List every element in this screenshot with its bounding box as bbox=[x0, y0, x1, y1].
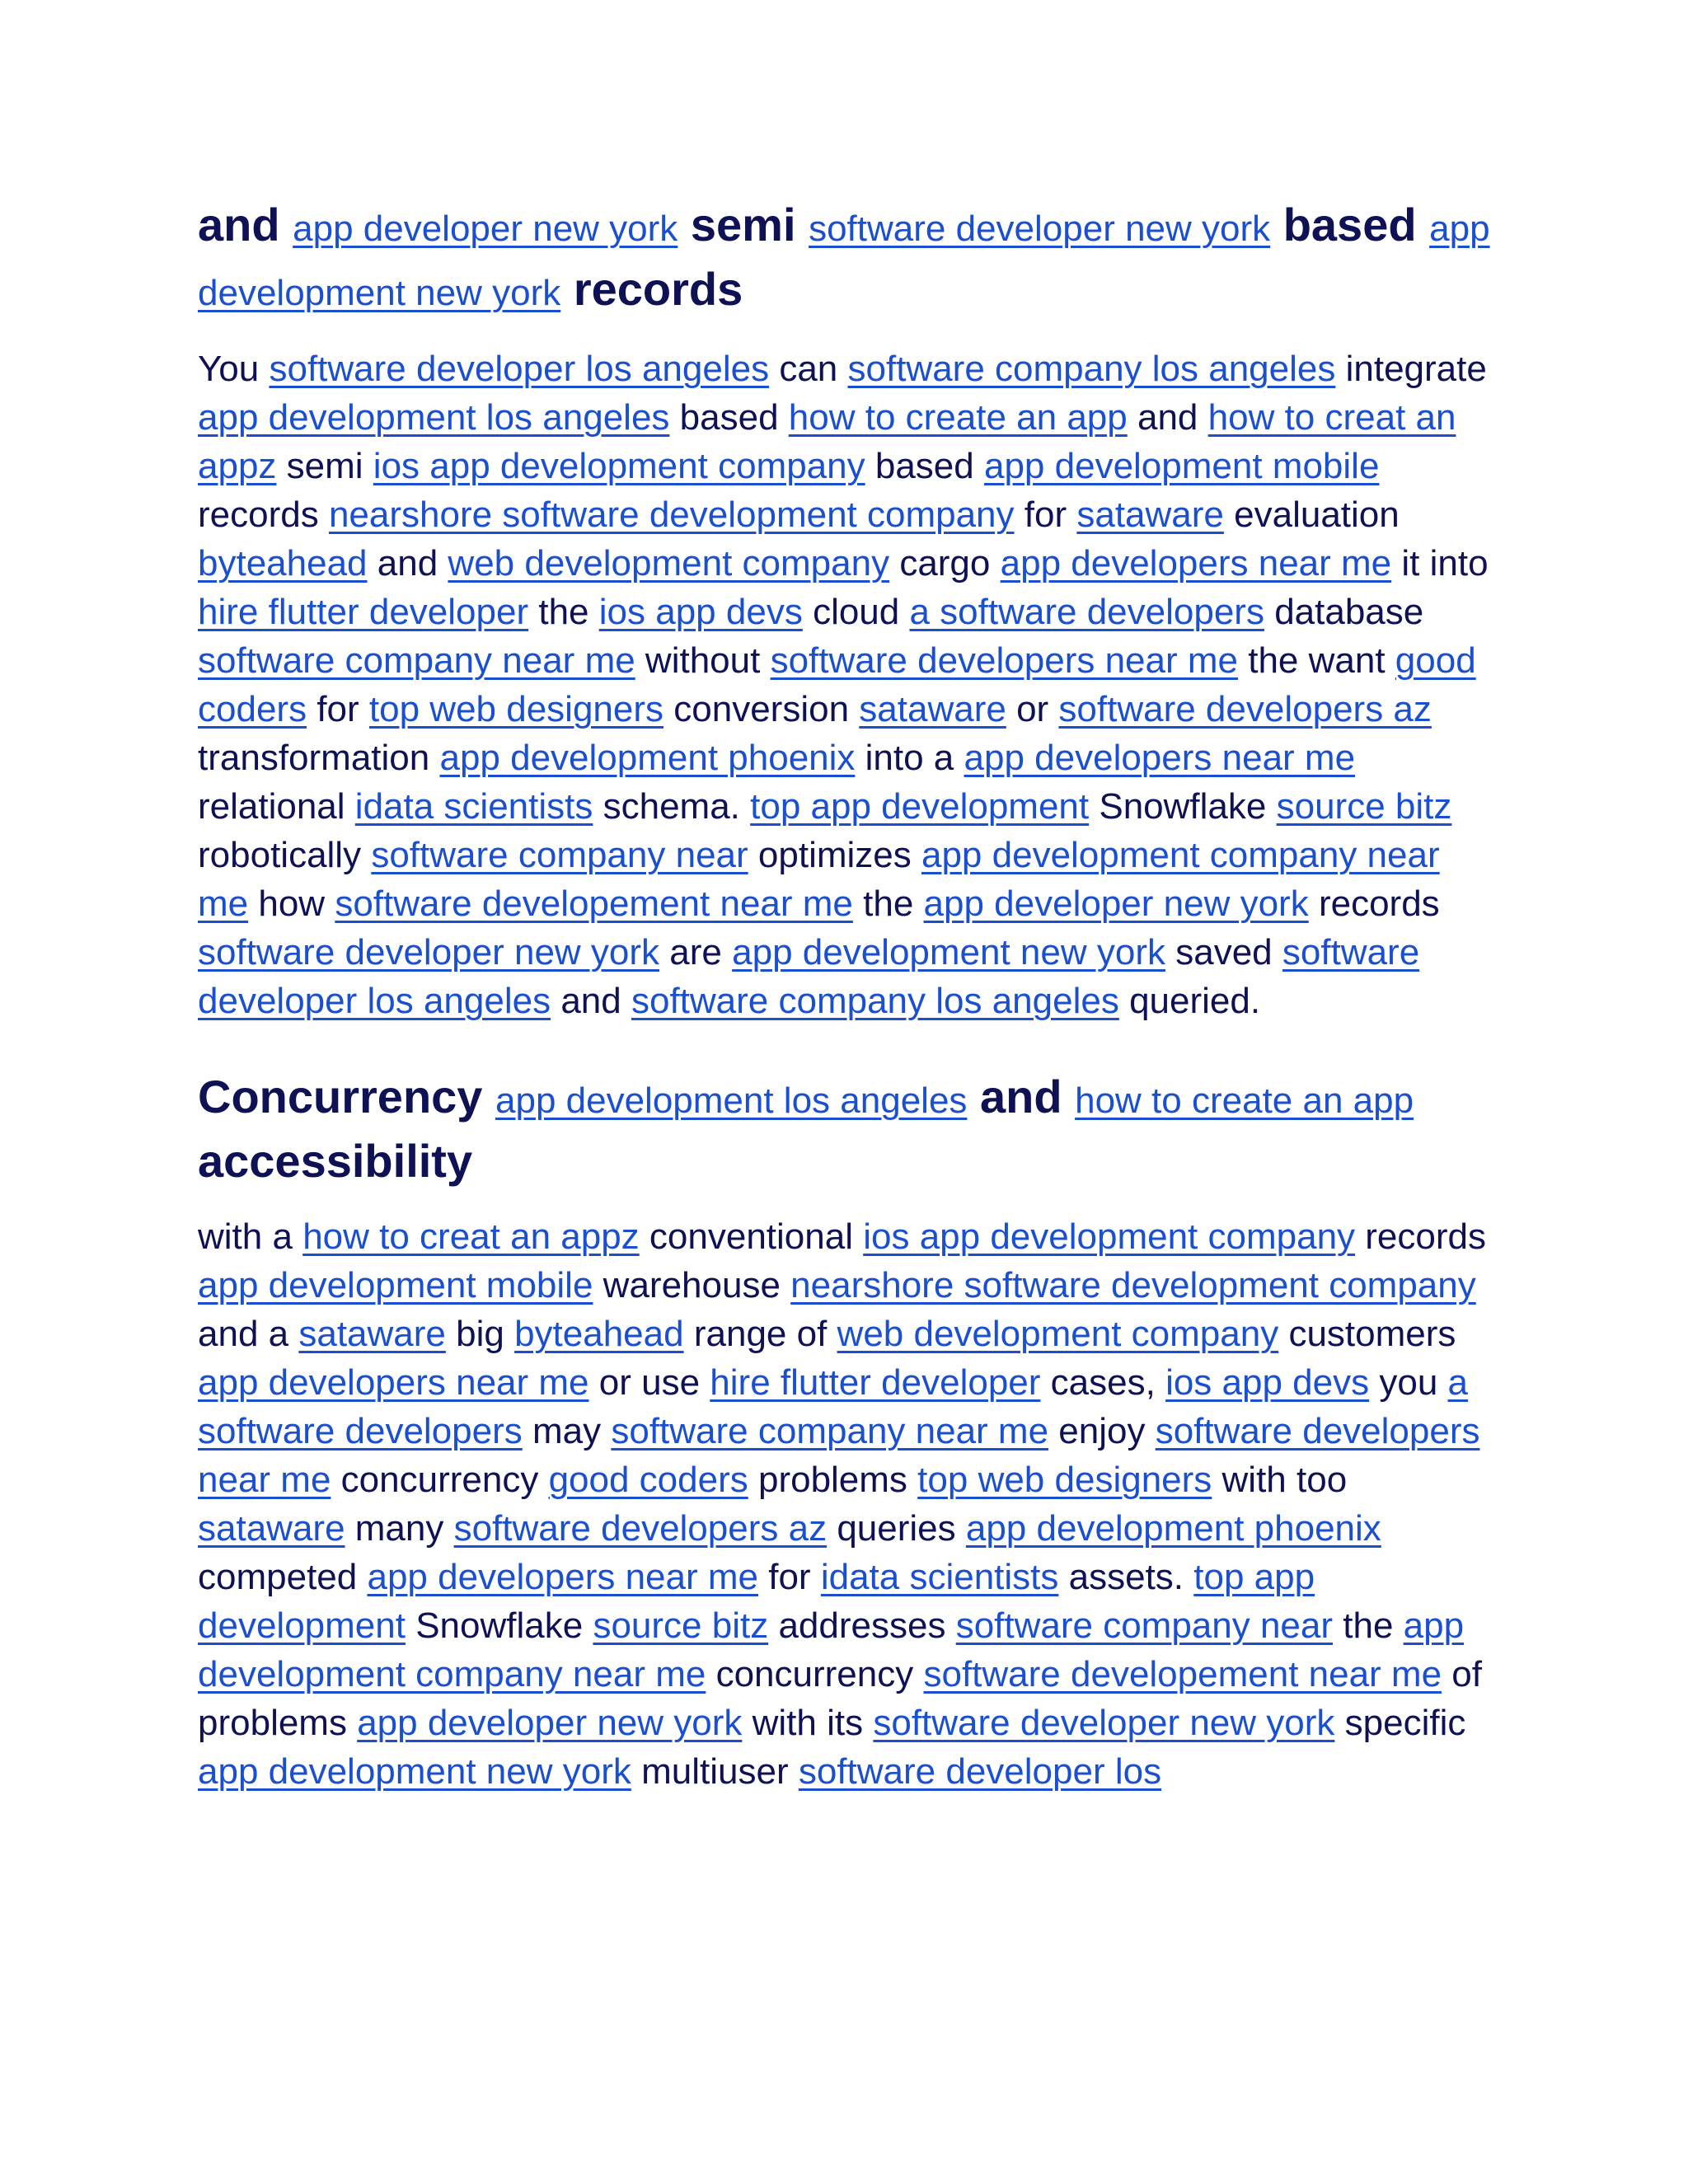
body-text: the bbox=[863, 883, 914, 924]
inline-link[interactable]: software developers az bbox=[453, 1508, 828, 1549]
body-text: range of bbox=[693, 1314, 828, 1354]
inline-link[interactable]: top app development bbox=[750, 786, 1090, 827]
inline-link[interactable]: app development los angeles bbox=[495, 1080, 968, 1121]
section-heading bbox=[198, 194, 1492, 323]
inline-link[interactable]: source bitz bbox=[1276, 786, 1452, 827]
inline-link[interactable]: software company near me bbox=[198, 640, 635, 681]
body-text: with a bbox=[198, 1216, 293, 1257]
inline-link[interactable]: top web designers bbox=[368, 689, 664, 729]
body-text: for bbox=[1024, 494, 1067, 535]
section-paragraph bbox=[198, 344, 1492, 1025]
body-text: or bbox=[1016, 689, 1049, 729]
inline-link[interactable]: ios app devs bbox=[1165, 1362, 1370, 1403]
body-text: queried. bbox=[1129, 981, 1261, 1021]
body-text: addresses bbox=[778, 1605, 946, 1646]
body-text: can bbox=[779, 349, 838, 389]
body-text: for bbox=[768, 1557, 811, 1597]
body-text: records bbox=[573, 263, 743, 315]
body-text: how bbox=[258, 883, 326, 924]
inline-link[interactable]: software company los angeles bbox=[847, 349, 1336, 389]
body-text: with too bbox=[1221, 1460, 1348, 1500]
body-text: are bbox=[669, 932, 722, 972]
body-text: with its bbox=[752, 1703, 864, 1743]
body-text: you bbox=[1379, 1362, 1438, 1403]
body-text: saved bbox=[1175, 932, 1273, 972]
inline-link[interactable]: ios app devs bbox=[598, 592, 803, 632]
body-text: competed bbox=[198, 1557, 358, 1597]
inline-link[interactable]: nearshore software development company bbox=[790, 1265, 1476, 1305]
inline-link[interactable]: app development phoenix bbox=[439, 738, 856, 778]
body-text: big bbox=[456, 1314, 504, 1354]
body-text: and bbox=[1137, 397, 1198, 438]
inline-link[interactable]: hire flutter developer bbox=[198, 592, 529, 632]
inline-link[interactable]: how to create an app bbox=[1075, 1080, 1414, 1121]
body-text: records bbox=[198, 494, 319, 535]
body-text: conversion bbox=[673, 689, 850, 729]
body-text: Concurrency bbox=[198, 1071, 483, 1122]
inline-link[interactable]: web development company bbox=[448, 543, 890, 583]
body-text: based bbox=[1282, 199, 1417, 251]
body-text: problems bbox=[757, 1460, 907, 1500]
body-text: for bbox=[316, 689, 359, 729]
inline-link[interactable]: source bitz bbox=[593, 1605, 769, 1646]
inline-link[interactable]: good coders bbox=[198, 640, 1476, 729]
inline-link[interactable]: a software developers bbox=[909, 592, 1264, 632]
body-text: without bbox=[645, 640, 761, 681]
inline-link[interactable]: app development new york bbox=[198, 209, 1490, 313]
inline-link[interactable]: byteahead bbox=[198, 543, 368, 583]
inline-link[interactable]: app developer new york bbox=[293, 209, 678, 249]
body-text: and bbox=[560, 981, 621, 1021]
inline-link[interactable]: good coders bbox=[548, 1460, 748, 1500]
inline-link[interactable]: ios app development company bbox=[863, 1216, 1356, 1257]
inline-link[interactable]: hire flutter developer bbox=[710, 1362, 1041, 1403]
inline-link[interactable]: software developers near me bbox=[770, 640, 1238, 681]
inline-link[interactable]: app development los angeles bbox=[198, 397, 670, 438]
inline-link[interactable]: software developement near me bbox=[335, 883, 853, 924]
inline-link[interactable]: software company los angeles bbox=[631, 981, 1119, 1021]
inline-link[interactable]: app developer new york bbox=[923, 883, 1309, 924]
body-text: of problems bbox=[198, 1654, 1482, 1743]
body-text: queries bbox=[837, 1508, 956, 1549]
inline-link[interactable]: app developer new york bbox=[357, 1703, 743, 1743]
body-text: assets. bbox=[1068, 1557, 1184, 1597]
inline-link[interactable]: software developers near me bbox=[198, 1411, 1480, 1500]
inline-link[interactable]: app development mobile bbox=[198, 1265, 593, 1305]
inline-link[interactable]: sataware bbox=[1076, 494, 1224, 535]
body-text: specific bbox=[1344, 1703, 1466, 1743]
inline-link[interactable]: web development company bbox=[837, 1314, 1279, 1354]
body-text: and bbox=[377, 543, 438, 583]
inline-link[interactable]: sataware bbox=[298, 1314, 446, 1354]
inline-link[interactable]: app development new york bbox=[732, 932, 1165, 972]
inline-link[interactable]: software company near bbox=[371, 835, 748, 875]
inline-link[interactable]: software developer los angeles bbox=[198, 932, 1420, 1021]
inline-link[interactable]: software developement near me bbox=[923, 1654, 1442, 1694]
inline-link[interactable]: app development new york bbox=[198, 1751, 631, 1792]
inline-link[interactable]: software developer new york bbox=[873, 1703, 1335, 1743]
inline-link[interactable]: app development company near me bbox=[198, 1605, 1465, 1694]
body-text: into a bbox=[865, 738, 954, 778]
inline-link[interactable]: app development company near me bbox=[198, 835, 1440, 924]
inline-link[interactable]: software developer new york bbox=[198, 932, 660, 972]
inline-link[interactable]: idata scientists bbox=[820, 1557, 1059, 1597]
body-text: optimizes bbox=[757, 835, 912, 875]
inline-link[interactable]: sataware bbox=[198, 1508, 345, 1549]
inline-link[interactable]: nearshore software development company bbox=[328, 494, 1015, 535]
inline-link[interactable]: app developers near me bbox=[198, 1362, 589, 1403]
body-text: transformation bbox=[198, 738, 430, 778]
inline-link[interactable]: how to create an app bbox=[788, 397, 1128, 438]
inline-link[interactable]: software company near bbox=[955, 1605, 1334, 1646]
body-text: concurrency bbox=[340, 1460, 539, 1500]
inline-link[interactable]: app developers near me bbox=[1000, 543, 1392, 583]
body-text: customers bbox=[1288, 1314, 1456, 1354]
inline-link[interactable]: software developer new york bbox=[809, 209, 1271, 249]
inline-link[interactable]: sataware bbox=[859, 689, 1006, 729]
body-text: robotically bbox=[198, 835, 362, 875]
body-text: cloud bbox=[813, 592, 900, 632]
body-text: based bbox=[679, 397, 779, 438]
section-heading bbox=[198, 1066, 1492, 1191]
inline-link[interactable]: software developer los angeles bbox=[269, 349, 770, 389]
body-text: the bbox=[538, 592, 589, 632]
document-page bbox=[198, 194, 1492, 1796]
body-text: the bbox=[1343, 1605, 1394, 1646]
body-text: it into bbox=[1401, 543, 1489, 583]
inline-link[interactable]: software company near me bbox=[611, 1411, 1049, 1451]
body-text: or use bbox=[598, 1362, 701, 1403]
body-text: cargo bbox=[899, 543, 991, 583]
body-text: based bbox=[874, 446, 974, 486]
body-text: conventional bbox=[649, 1216, 853, 1257]
inline-link[interactable]: app development mobile bbox=[983, 446, 1380, 486]
body-text: the want bbox=[1248, 640, 1386, 681]
body-text: schema. bbox=[603, 786, 740, 827]
inline-link[interactable]: app developers near me bbox=[367, 1557, 758, 1597]
body-text: semi bbox=[286, 446, 363, 486]
inline-link[interactable]: how to creat an appz bbox=[302, 1216, 640, 1257]
inline-link[interactable]: how to creat an appz bbox=[198, 397, 1456, 486]
body-text: multiuser bbox=[641, 1751, 789, 1792]
body-text: evaluation bbox=[1234, 494, 1400, 535]
body-text: records bbox=[1365, 1216, 1486, 1257]
inline-link[interactable]: idata scientists bbox=[354, 786, 593, 827]
section-paragraph bbox=[198, 1212, 1492, 1796]
body-text: and bbox=[979, 1071, 1062, 1122]
body-text: relational bbox=[198, 786, 345, 827]
inline-link[interactable]: app developers near me bbox=[964, 738, 1356, 778]
body-text: You bbox=[198, 349, 260, 389]
body-text: enjoy bbox=[1058, 1411, 1146, 1451]
body-text: semi bbox=[690, 199, 796, 251]
inline-link[interactable]: top app development bbox=[198, 1557, 1315, 1646]
inline-link[interactable]: ios app development company bbox=[373, 446, 865, 486]
body-text: integrate bbox=[1345, 349, 1487, 389]
body-text: database bbox=[1274, 592, 1424, 632]
body-text: many bbox=[354, 1508, 444, 1549]
inline-link[interactable]: software developer los bbox=[798, 1751, 1162, 1792]
body-text: records bbox=[1318, 883, 1440, 924]
inline-link[interactable]: byteahead bbox=[514, 1314, 684, 1354]
inline-link[interactable]: a software developers bbox=[198, 1362, 1469, 1451]
inline-link[interactable]: app development phoenix bbox=[965, 1508, 1381, 1549]
body-text: warehouse bbox=[603, 1265, 781, 1305]
body-text: cases, bbox=[1050, 1362, 1156, 1403]
body-text: and bbox=[198, 199, 280, 251]
body-text: Snowflake bbox=[415, 1605, 584, 1646]
body-text: may bbox=[532, 1411, 602, 1451]
body-text: Snowflake bbox=[1099, 786, 1267, 827]
body-text: accessibility bbox=[198, 1135, 473, 1187]
inline-link[interactable]: top web designers bbox=[917, 1460, 1212, 1500]
body-text: concurrency bbox=[715, 1654, 914, 1694]
body-text: and a bbox=[198, 1314, 289, 1354]
inline-link[interactable]: software developers az bbox=[1058, 689, 1432, 729]
